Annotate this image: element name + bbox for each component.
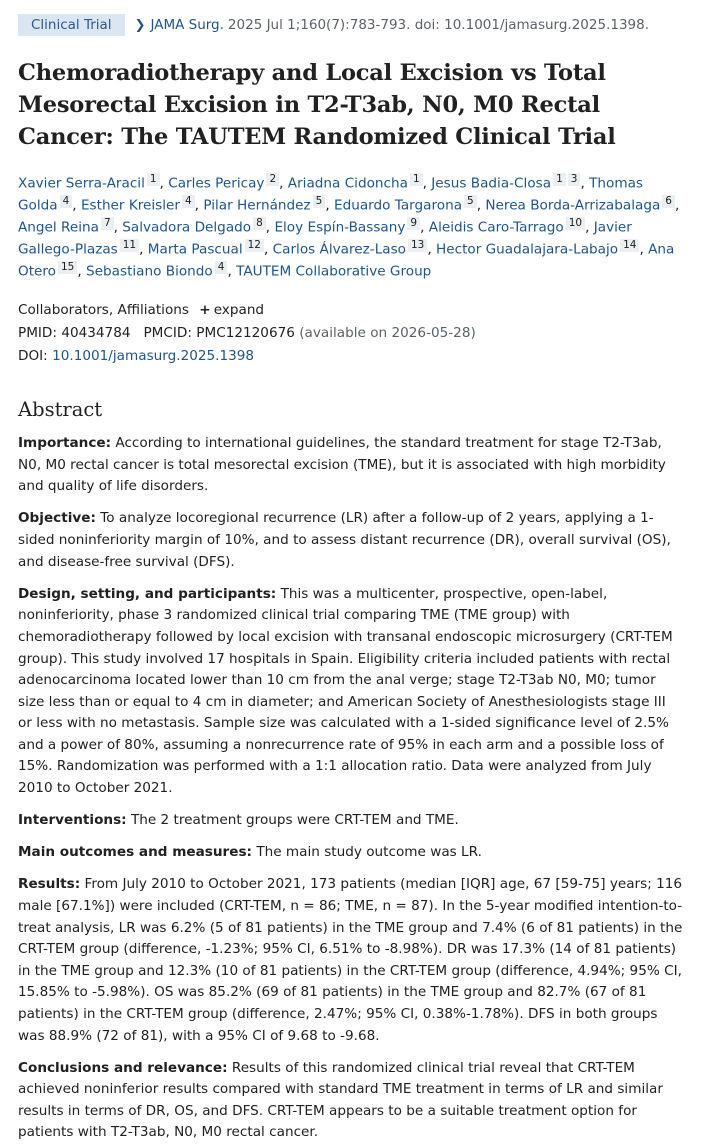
author-link[interactable]: Aleidis Caro-Tarrago xyxy=(428,219,564,236)
affiliation-marker[interactable]: 10 xyxy=(566,217,585,230)
author-link[interactable]: Salvadora Delgado xyxy=(122,219,252,236)
doi-link[interactable]: 10.1001/jamasurg.2025.1398 xyxy=(52,348,255,365)
pmid-label: PMID: xyxy=(18,325,57,342)
section-text: According to international guidelines, the standard treatment for stage T2-T3ab, N0, M0 rectal cancer is total mesorectal excision (TME), but it is associated with high morbidity and quality of life disorders. xyxy=(18,435,666,495)
section-label: Importance: xyxy=(18,435,112,452)
author-separator: , xyxy=(227,263,237,280)
author-link[interactable]: Carlos Álvarez-Laso xyxy=(272,241,406,258)
section-text: The 2 treatment groups were CRT-TEM and TME. xyxy=(130,812,459,829)
affiliation-marker[interactable]: 9 xyxy=(407,217,420,230)
affiliation-marker[interactable]: 7 xyxy=(101,217,114,230)
pmcid-availability-note: (available on 2026-05-28) xyxy=(299,325,476,342)
author-separator: , xyxy=(77,263,87,280)
affiliation-marker[interactable]: 13 xyxy=(408,239,427,252)
author-separator: , xyxy=(72,197,81,214)
affiliation-marker[interactable]: 11 xyxy=(120,239,139,252)
author-separator: , xyxy=(422,175,432,192)
section-label: Results: xyxy=(18,876,81,893)
section-label: Objective: xyxy=(18,510,96,527)
author-separator: , xyxy=(265,219,275,236)
author-separator: , xyxy=(159,175,169,192)
section-text: From July 2010 to October 2021, 173 patients (median [IQR] age, 67 [59-75] years; 116 male [67.1%]) were included (CRT-TEM, n = 86; TME, n = 87). In the 5-year modified intention-to-treat analysis, LR was 6.2% (5 of 81 patients) in the TME group and 7.4% (6 of 81 patients) in the CRT-TEM group (difference, -1.23%; 95% CI, 6.51% to -8.98%). DR was 17.3% (14 of 81 patients) in the TME group and 12.3% (10 of 81 patients) in the CRT-TEM group (difference, 4.94%; 95% CI, 15.85% to -5.98%). OS was 85.2% (69 of 81 patients) in the TME group and 82.7% (67 of 81 patients) in the CRT-TEM group (difference, 2.47%; 95% CI, 0.38%-1.78%). DFS in both groups was 88.9% (72 of 81), with a 95% CI of 9.68 to -9.68. xyxy=(18,876,683,1044)
affiliation-marker[interactable]: 5 xyxy=(313,195,326,208)
abstract-section-importance xyxy=(18,433,683,498)
section-label: Interventions: xyxy=(18,812,127,829)
abstract-section-design xyxy=(18,584,683,800)
plus-icon: + xyxy=(199,302,211,319)
affiliation-marker[interactable]: 4 xyxy=(215,261,228,274)
publication-type-badge[interactable]: Clinical Trial xyxy=(18,14,125,36)
author-link[interactable]: Esther Kreisler xyxy=(80,197,180,214)
affiliation-marker[interactable]: 4 xyxy=(182,195,195,208)
affiliation-marker[interactable]: 15 xyxy=(58,261,77,274)
author-link[interactable]: Xavier Serra-Aracil xyxy=(18,175,145,192)
author-list xyxy=(18,173,683,283)
author-separator: , xyxy=(476,197,486,214)
author-link[interactable]: Eloy Espín-Bassany xyxy=(274,219,406,236)
author-link[interactable]: TAUTEM Collaborative Group xyxy=(236,263,432,280)
author-separator: , xyxy=(325,197,334,214)
affiliation-marker[interactable]: 3 xyxy=(568,173,581,186)
author-link[interactable]: Eduardo Targarona xyxy=(334,197,463,214)
chevron-right-icon: ❯ xyxy=(134,17,146,33)
author-link[interactable]: Sebastiano Biondo xyxy=(86,263,213,280)
doi-label: DOI: xyxy=(18,348,48,365)
abstract-section-interventions xyxy=(18,810,683,832)
author-separator: , xyxy=(427,241,437,258)
affiliation-marker[interactable]: 6 xyxy=(662,195,675,208)
section-text: The main study outcome was LR. xyxy=(256,844,482,861)
abstract-section-conclusions xyxy=(18,1058,683,1144)
affiliation-marker[interactable]: 1 xyxy=(553,173,566,186)
pmid-row xyxy=(18,322,683,345)
affiliation-marker[interactable]: 14 xyxy=(620,239,639,252)
affiliation-marker[interactable]: 1 xyxy=(147,173,160,186)
section-label: Main outcomes and measures: xyxy=(18,844,252,861)
abstract-section-objective xyxy=(18,508,683,573)
author-separator: , xyxy=(420,219,429,236)
affiliation-marker[interactable]: 12 xyxy=(245,239,264,252)
article-identifiers xyxy=(18,299,683,368)
affiliation-marker[interactable]: 4 xyxy=(60,195,73,208)
citation-line xyxy=(18,12,683,38)
author-separator: , xyxy=(585,219,594,236)
section-label: Design, setting, and participants: xyxy=(18,585,277,602)
author-link[interactable]: Nerea Borda-Arrizabalaga xyxy=(485,197,661,214)
section-text: This was a multicenter, prospective, open-label, noninferiority, phase 3 randomized clinical trial comparing TME (TME group) with chemoradiotherapy followed by local excision with transanal endoscopic microsurgery (CRT-TEM group). This study involved 17 hospitals in Spain. Eligibility criteria included patients with rectal adenocarcinoma located lower than 10 cm from the anal verge; stage T2-T3ab N0, M0; tumor size less than or equal to 4 cm in diameter; and American Society of Anesthesiologists stage III or less with no metastasis. Sample size was calculated with a 1-sided significance level of 2.5% and a power of 80%, assuming a nonrecurrence rate of 95% in each arm and a possible loss of 15%. Randomization was performed with a 1:1 allocation ratio. Data were analyzed from July 2010 to October 2021. xyxy=(18,585,673,797)
author-separator: , xyxy=(674,197,680,214)
author-separator: , xyxy=(113,219,123,236)
author-link[interactable]: Ariadna Cidoncha xyxy=(287,175,408,192)
author-link[interactable]: Carles Pericay xyxy=(168,175,265,192)
author-link[interactable]: Pilar Hernández xyxy=(203,197,311,214)
author-link[interactable]: Hector Guadalajara-Labajo xyxy=(436,241,619,258)
affiliation-marker[interactable]: 5 xyxy=(464,195,477,208)
author-separator: , xyxy=(580,175,590,192)
article-title: Chemoradiotherapy and Local Excision vs Total Mesorectal Excision in T2-T3ab, N0, M0 Rectal Cancer: The TAUTEM Randomized Clinical Trial xyxy=(18,60,616,150)
section-label: Conclusions and relevance: xyxy=(18,1059,228,1076)
citation-details: 2025 Jul 1;160(7):783-793. doi: 10.1001/jamasurg.2025.1398. xyxy=(227,17,650,33)
abstract-body xyxy=(18,433,683,1144)
author-link[interactable]: Javier Gallego-Plazas xyxy=(18,219,632,258)
author-link[interactable]: Thomas Golda xyxy=(18,175,643,214)
doi-row xyxy=(18,345,683,368)
pmcid-label: PMCID: xyxy=(143,325,192,342)
expand-label: expand xyxy=(213,302,265,319)
abstract-section-outcomes xyxy=(18,842,683,864)
author-separator: , xyxy=(194,197,204,214)
author-link[interactable]: Jesus Badia-Closa xyxy=(431,175,552,192)
expand-button[interactable] xyxy=(193,302,264,318)
author-link[interactable]: Angel Reina xyxy=(18,219,99,236)
abstract-section-results xyxy=(18,874,683,1047)
author-separator: , xyxy=(639,241,649,258)
affiliation-marker[interactable]: 1 xyxy=(410,173,423,186)
section-text: To analyze locoregional recurrence (LR) after a follow-up of 2 years, applying a 1-sided noninferiority margin of 10%, and to assess distant recurrence (DR), overall survival (OS), and disease-free survival (DFS). xyxy=(18,510,671,570)
collaborators-row xyxy=(18,299,683,322)
author-separator: , xyxy=(279,175,288,192)
section-text: Results of this randomized clinical trial reveal that CRT-TEM achieved noninferior results compared with standard TME treatment in terms of LR and similar results in terms of DR, OS, and DFS. CRT-TEM appears to be a suitable treatment option for patients with T2-T3ab, N0, M0 rectal cancer. xyxy=(18,1059,663,1141)
author-link[interactable]: Marta Pascual xyxy=(147,241,243,258)
author-separator: , xyxy=(263,241,273,258)
author-separator: , xyxy=(139,241,148,258)
affiliation-marker[interactable]: 8 xyxy=(253,217,266,230)
pmcid-value: PMC12120676 xyxy=(196,325,295,342)
affiliation-marker[interactable]: 2 xyxy=(266,173,279,186)
abstract-heading: Abstract xyxy=(18,398,103,422)
pmid-value: 40434784 xyxy=(61,325,131,342)
author-link[interactable]: Ana Otero xyxy=(18,241,675,280)
collaborators-affiliations-label: Collaborators, Affiliations xyxy=(18,302,189,319)
journal-link[interactable]: JAMA Surg. xyxy=(150,17,224,33)
